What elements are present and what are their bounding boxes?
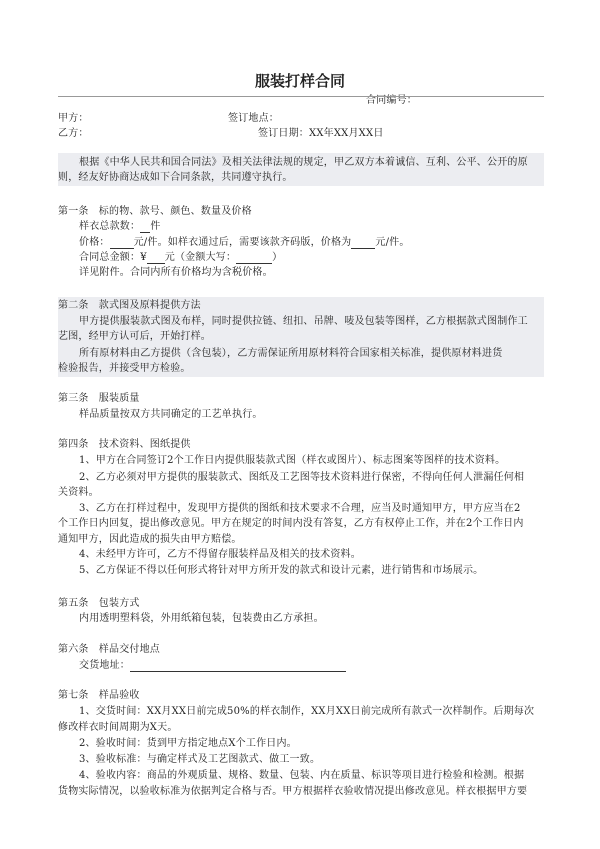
section-4-line: 通知甲方，因此造成的损失由甲方赔偿。 (58, 534, 242, 545)
delivery-address-line: 交货地址： (79, 659, 346, 672)
contract-title: 服装打样合同 (254, 72, 345, 90)
section-5-line: 内用透明塑料袋，外用纸箱包装，包装费由乙方承担。 (79, 613, 324, 624)
party-b-label: 乙方： (58, 128, 89, 139)
preamble-line-1: 根据《中华人民共和国合同法》及相关法律法规的规定，甲乙双方本着诚信、互利、公平、公开的原 (79, 157, 528, 168)
section-2-line: 检验报告，并接受甲方检验。 (58, 363, 191, 374)
section-3-line: 样品质量按双方共同确定的工艺单执行。 (79, 409, 263, 420)
section-7-line: 4、验收内容：商品的外观质量、规格、数量、包装、内在质量、标识等项目进行检验和检测。根据 (79, 770, 525, 781)
sign-place-label: 签订地点： (228, 113, 279, 124)
section-7-line: 2、验收时间：货到甲方指定地点X个工作日内。 (79, 738, 297, 749)
price-note: 详见附件。合同内所有价格均为含税价格。 (79, 267, 273, 278)
sample-quantity-line: 样衣总款数： 件 (79, 221, 161, 232)
section-4-line: 4、未经甲方许可，乙方不得留存服装样品及相关的技术资料。 (79, 549, 361, 560)
section-4-line: 1、甲方在合同签订2个工作日内提供服装款式图（样衣或图片）、标志图案等图样的技术资料。 (79, 455, 506, 466)
section-4-line: 个工作日内回复，提出修改意见。甲方在规定的时间内没有答复，乙方有权停止工作，并在2个工作日内 (58, 518, 524, 529)
party-a-label: 甲方： (58, 113, 89, 124)
price-line: 价格： 元/件。如样衣通过后，需要该款齐码版，价格为 元/件。 (79, 237, 410, 248)
section-1-title: 第一条 标的物、款号、颜色、数量及价格 (58, 206, 252, 217)
sign-date: 签订日期：XX年XX月XX日 (258, 128, 384, 139)
contract-number-label: 合同编号： (366, 95, 417, 106)
preamble-line-2: 则，经友好协商达成如下合同条款，共同遵守执行。 (58, 172, 293, 183)
section-5-title: 第五条 包装方式 (58, 598, 140, 609)
section-7-line: 1、交货时间：XX月XX日前完成50%的样衣制作，XX月XX日前完成所有款式一次样制作。后期每次 (79, 706, 535, 717)
section-2-line: 甲方提供服装款式图及布样，同时提供拉链、纽扣、吊牌、唛及包装等图样，乙方根据款式图制作工 (79, 316, 528, 327)
section-2-title: 第二条 款式图及原料提供方法 (58, 300, 201, 311)
section-7-title: 第七条 样品验收 (58, 690, 140, 701)
section-4-line: 关资料。 (58, 487, 99, 498)
section-7-line: 货物实际情况，以验收标准为依据判定合格与否。甲方根据样衣验收情况提出修改意见。样衣根据甲方要 (58, 786, 528, 797)
section-4-title: 第四条 技术资料、图纸提供 (58, 439, 191, 450)
section-4-line: 2、乙方必须对甲方提供的服装款式、图纸及工艺图等技术资料进行保密，不得向任何人泄漏任何相 (79, 472, 525, 483)
section-2-line: 艺图，经甲方认可后，开始打样。 (58, 331, 211, 342)
section-7-line: 3、验收标准：与确定样式及工艺图款式、做工一致。 (79, 754, 321, 765)
section-2-line: 所有原材料由乙方提供（含包装），乙方需保证所用原材料符合国家相关标准，提供原材料进货 (79, 348, 503, 359)
section-4-line: 3、乙方在打样过程中，发现甲方提供的图纸和技术要求不合理，应当及时通知甲方，甲方应当在2 (79, 503, 521, 514)
section-6-title: 第六条 样品交付地点 (58, 644, 160, 655)
header-divider (58, 96, 544, 97)
contract-total-line: 合同总金额：¥ 元（金额大写： ） (79, 252, 283, 263)
section-7-line: 修改样衣时间周期为X天。 (58, 722, 178, 733)
section-3-title: 第三条 服装质量 (58, 393, 140, 404)
section-4-line: 5、乙方保证不得以任何形式将针对甲方所开发的款式和设计元素，进行销售和市场展示。 (79, 565, 484, 576)
